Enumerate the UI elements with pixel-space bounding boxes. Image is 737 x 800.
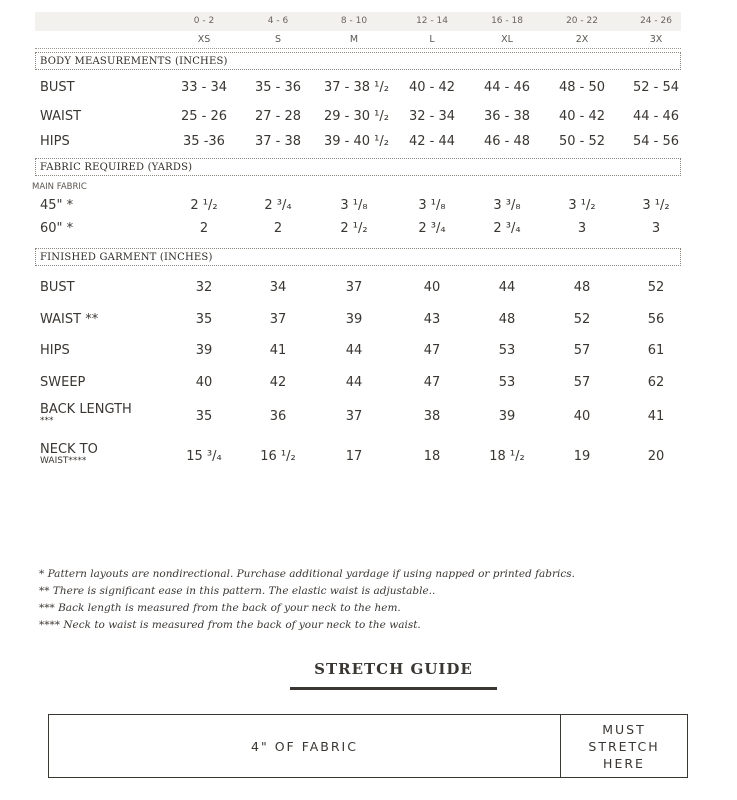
size-cell: 19	[573, 449, 591, 464]
size-cell: 37	[345, 280, 363, 295]
size-cell: 18	[423, 449, 441, 464]
row-label-sub: WAIST****	[40, 456, 87, 466]
size-cell: 48 - 50	[558, 80, 606, 95]
size-cell: XS	[197, 34, 211, 45]
stretch-target-label: MUST STRETCH HERE	[588, 721, 660, 771]
size-cell: 35	[195, 311, 213, 327]
size-cell: 44 - 46	[483, 80, 531, 95]
size-cell: 35	[195, 409, 213, 424]
size-cell: 42	[269, 374, 287, 390]
size-cell: 36	[269, 409, 287, 424]
row-label-main: BACK LENGTH	[40, 402, 132, 417]
size-cell: 32 - 34	[408, 108, 456, 124]
size-cell: 35 - 36	[254, 80, 302, 95]
size-cell: 46 - 48	[483, 134, 531, 149]
size-cell: L	[429, 34, 435, 45]
row-label: BUST	[40, 280, 75, 295]
footnote: ** There is significant ease in this pattern. The elastic waist is adjustable..	[39, 585, 436, 597]
size-cell: 3	[577, 221, 587, 236]
row-label: HIPS	[40, 342, 70, 358]
size-cell: 41	[269, 342, 287, 358]
size-cell: 37	[269, 311, 287, 327]
footnote: *** Back length is measured from the back of your neck to the hem.	[39, 602, 401, 614]
size-cell: 36 - 38	[483, 108, 531, 124]
size-cell: 2	[273, 221, 283, 236]
size-cell: 47	[423, 342, 441, 358]
fabric-required-section-title: FABRIC REQUIRED (YARDS)	[35, 158, 681, 176]
row-label: WAIST **	[40, 311, 99, 327]
stretch-guide-underline	[290, 687, 497, 690]
row-label: BUST	[40, 80, 75, 95]
row-label-main: NECK TO	[40, 442, 98, 457]
size-cell: 39	[195, 342, 213, 358]
size-header-numeric	[35, 12, 681, 31]
size-cell: 37 - 38	[254, 134, 302, 149]
table-row	[35, 195, 681, 217]
size-cell: 17	[345, 449, 363, 464]
table-row	[35, 103, 681, 130]
size-cell: 40	[195, 374, 213, 390]
finished-garment-section-title: FINISHED GARMENT (INCHES)	[35, 248, 681, 266]
size-cell: 33 - 34	[180, 80, 228, 95]
size-cell: 15 ³/₄	[186, 449, 222, 464]
size-cell: 3X	[649, 34, 663, 45]
size-cell: 3 ¹/₂	[642, 198, 670, 213]
size-cell: 44	[345, 374, 363, 390]
size-chart	[32, 12, 681, 479]
stretch-guide-box	[48, 714, 688, 778]
table-row	[35, 217, 681, 241]
size-cell: 3 ³/₈	[493, 198, 521, 213]
size-cell: 18 ¹/₂	[489, 449, 525, 464]
footnotes	[39, 566, 575, 634]
table-row	[35, 130, 681, 154]
row-label: SWEEP	[40, 374, 86, 390]
body-measurements-section-title: BODY MEASUREMENTS (INCHES)	[35, 52, 681, 70]
size-cell: 32	[195, 280, 213, 295]
stretch-guide-title: STRETCH GUIDE	[314, 660, 473, 678]
size-cell: 52	[573, 311, 591, 327]
size-cell: 40 - 42	[408, 80, 456, 95]
size-cell: 25 - 26	[180, 108, 228, 124]
table-row	[35, 335, 681, 366]
main-fabric-label: MAIN FABRIC	[32, 182, 87, 192]
size-cell: 37 - 38 ¹/₂	[324, 80, 389, 95]
row-label: HIPS	[40, 134, 70, 149]
size-cell: 16 ¹/₂	[260, 449, 296, 464]
size-cell: 4 - 6	[267, 16, 289, 26]
size-cell: 48	[498, 311, 516, 327]
size-cell: 8 - 10	[340, 16, 368, 26]
row-label: 60" *	[40, 221, 74, 236]
size-cell: 39 - 40 ¹/₂	[324, 134, 389, 149]
size-cell: XL	[501, 34, 513, 45]
size-cell: 54 - 56	[632, 134, 680, 149]
size-cell: 42 - 44	[408, 134, 456, 149]
size-cell: 47	[423, 374, 441, 390]
table-row	[35, 435, 681, 479]
size-cell: 0 - 2	[193, 16, 215, 26]
size-cell: 2 ¹/₂	[190, 198, 218, 213]
size-cell: S	[274, 34, 282, 45]
size-cell: 38	[423, 409, 441, 424]
row-label-sub: ***	[40, 416, 54, 426]
size-cell: 24 - 26	[640, 16, 672, 26]
footnote: **** Neck to waist is measured from the back of your neck to the waist.	[39, 619, 421, 631]
size-cell: 34	[269, 280, 287, 295]
row-label	[40, 443, 98, 465]
size-cell: 44 - 46	[632, 108, 680, 124]
size-cell: 2 ³/₄	[418, 221, 446, 236]
size-cell: 39	[345, 311, 363, 327]
size-cell: 57	[573, 342, 591, 358]
size-cell: 12 - 14	[416, 16, 448, 26]
size-cell: 3 ¹/₈	[418, 198, 446, 213]
fabric-length-label: 4" OF FABRIC	[49, 715, 561, 777]
size-cell: 35 -36	[183, 134, 225, 149]
size-cell: 39	[498, 409, 516, 424]
size-cell: 53	[498, 342, 516, 358]
size-cell: 48	[573, 280, 591, 295]
size-cell: 2 ³/₄	[264, 198, 292, 213]
size-cell: 52 - 54	[632, 80, 680, 95]
size-cell: 61	[647, 342, 665, 358]
size-cell: 2	[199, 221, 209, 236]
size-cell: 20 - 22	[566, 16, 598, 26]
table-row	[35, 304, 681, 335]
size-cell: 20	[647, 449, 665, 464]
size-cell: 44	[345, 342, 363, 358]
size-cell: 52	[647, 280, 665, 295]
table-row	[35, 272, 681, 304]
size-cell: 2 ¹/₂	[340, 221, 368, 236]
size-cell: 3	[651, 221, 661, 236]
size-cell: 40	[423, 280, 441, 295]
size-cell: 3 ¹/₈	[340, 198, 368, 213]
size-cell: 2 ³/₄	[493, 221, 521, 236]
size-cell: 16 - 18	[491, 16, 523, 26]
row-label	[40, 403, 132, 425]
size-cell: 27 - 28	[254, 108, 302, 124]
size-cell: M	[349, 34, 359, 45]
size-cell: 44	[498, 280, 516, 295]
size-header-letter	[35, 31, 681, 49]
footnote: * Pattern layouts are nondirectional. Purchase additional yardage if using napped or printed fabrics.	[39, 568, 575, 580]
size-cell: 62	[647, 374, 665, 390]
size-cell: 41	[647, 409, 665, 424]
size-cell: 29 - 30 ¹/₂	[324, 108, 389, 124]
row-label: 45" *	[40, 198, 74, 213]
table-row	[35, 399, 681, 435]
table-row	[35, 73, 681, 103]
size-cell: 40	[573, 409, 591, 424]
size-cell: 57	[573, 374, 591, 390]
table-row	[35, 366, 681, 399]
size-cell: 3 ¹/₂	[568, 198, 596, 213]
size-cell: 40 - 42	[558, 108, 606, 124]
size-cell: 50 - 52	[558, 134, 606, 149]
size-cell: 56	[647, 311, 665, 327]
row-label: WAIST	[40, 108, 82, 124]
size-cell: 43	[423, 311, 441, 327]
size-cell: 53	[498, 374, 516, 390]
size-cell: 37	[345, 409, 363, 424]
size-cell: 2X	[575, 34, 589, 45]
